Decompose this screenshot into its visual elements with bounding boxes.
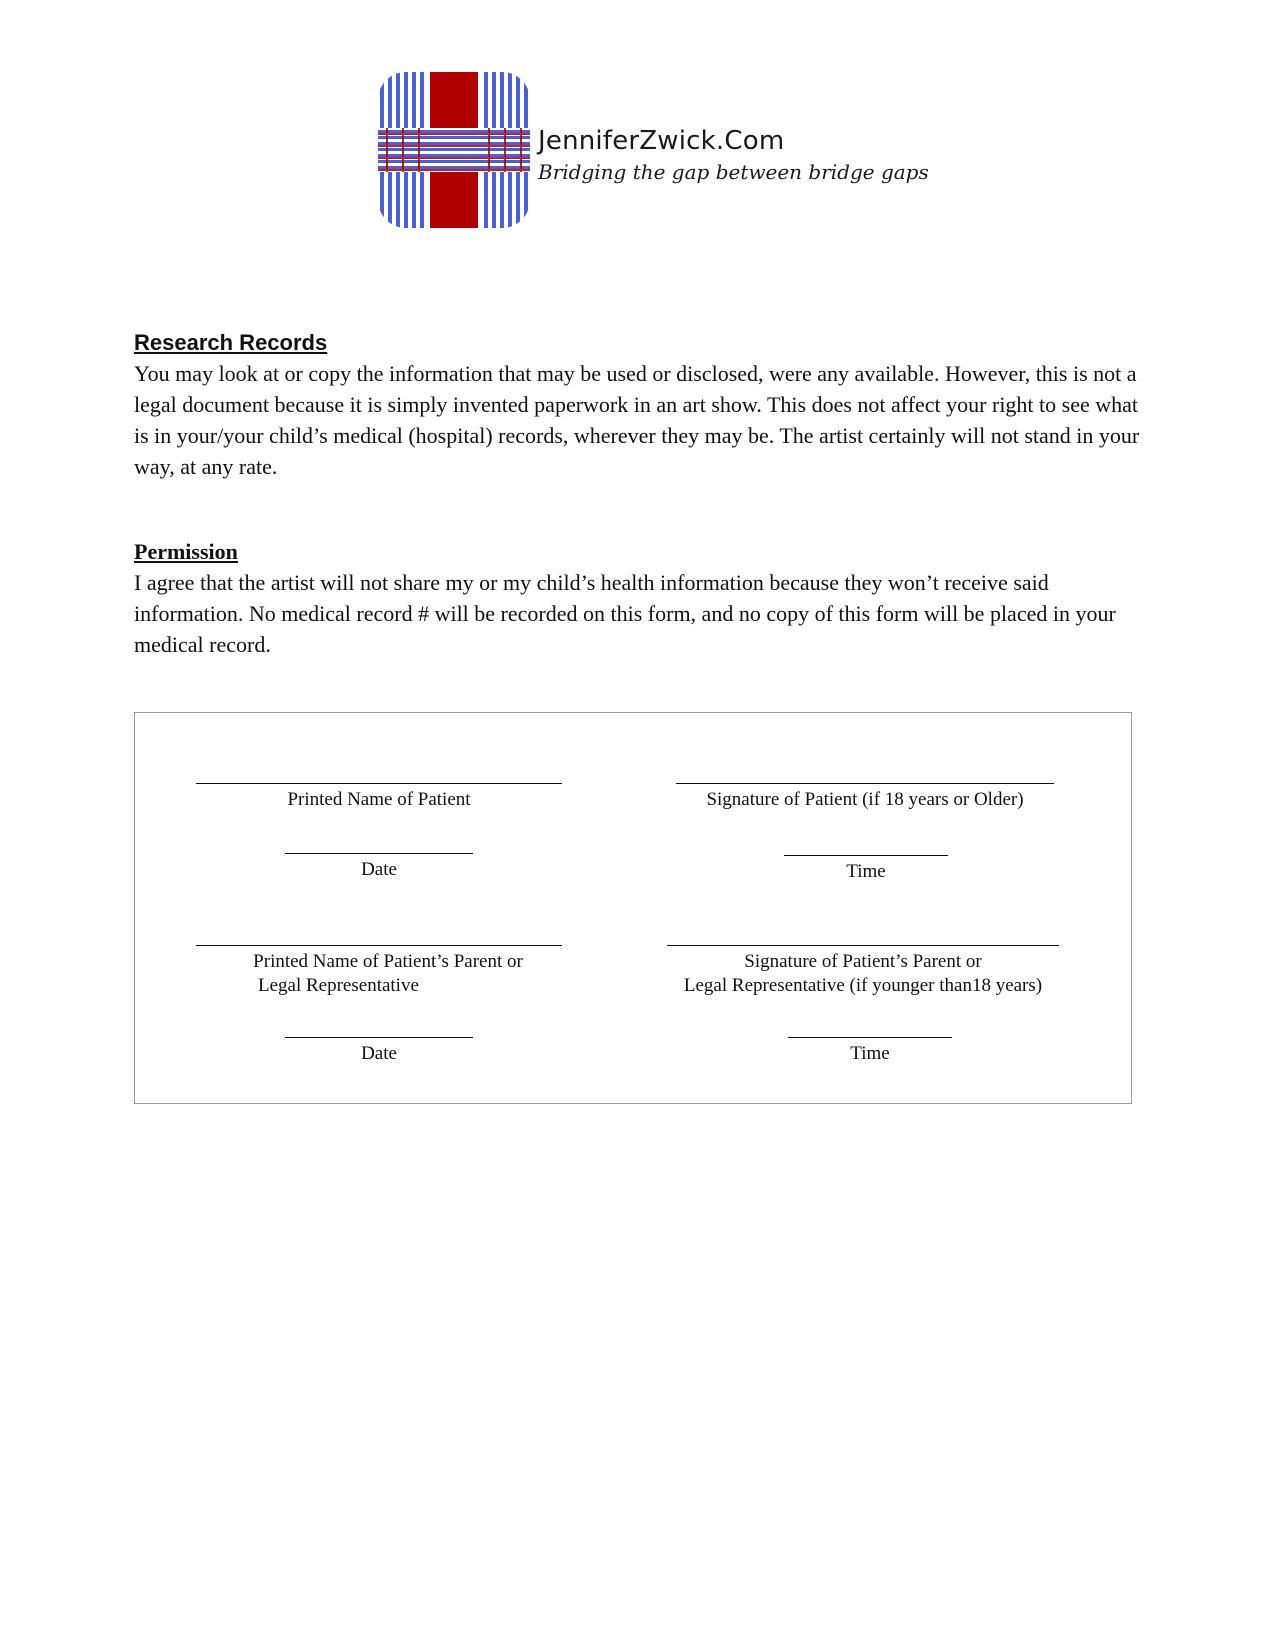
signature-box — [134, 712, 1132, 1104]
patient-signature-field[interactable] — [675, 783, 1055, 812]
research-records-body: You may look at or copy the information that may be used or disclosed, were any available. However, this is not a legal document because it is simply invented paperwork in an art show. This does not affect your right to see what is in your/your child’s medical (hospital) records, wherever they may be. The artist certainly will not stand in your way, at any rate. — [134, 361, 1140, 479]
date-label-2: Date — [361, 1043, 397, 1064]
date-label-1: Date — [361, 859, 397, 880]
time-line-1[interactable] — [784, 855, 948, 856]
permission-section — [134, 537, 1144, 660]
medical-cross-plaid-logo-icon — [378, 72, 530, 228]
parent-name-label-line2: Legal Representative — [258, 975, 419, 996]
parent-signature-label-line2: Legal Representative (if younger than18 years) — [683, 975, 1043, 996]
time-field-1[interactable] — [783, 855, 949, 884]
patient-signature-line[interactable] — [676, 783, 1054, 784]
parent-name-line[interactable] — [196, 945, 562, 946]
patient-name-field[interactable] — [196, 783, 562, 812]
brand-tagline: Bridging the gap between bridge gaps — [538, 160, 929, 184]
permission-body: I agree that the artist will not share my or my child’s health information because they won’t receive said information. No medical record # will be recorded on this form, and no copy of this form will be placed in your medical record. — [134, 570, 1116, 657]
permission-heading: Permission — [134, 539, 238, 564]
parent-name-field[interactable] — [196, 945, 562, 998]
patient-name-label: Printed Name of Patient — [287, 789, 471, 810]
patient-name-line[interactable] — [196, 783, 562, 784]
time-field-2[interactable] — [787, 1037, 953, 1066]
patient-signature-label: Signature of Patient (if 18 years or Older) — [706, 789, 1024, 810]
parent-signature-line[interactable] — [667, 945, 1059, 946]
time-label-1: Time — [846, 861, 886, 882]
brand-name: JenniferZwick.Com — [538, 126, 785, 156]
site-logo — [378, 72, 929, 232]
time-label-2: Time — [850, 1043, 890, 1064]
research-records-section — [134, 328, 1144, 482]
date-field-2[interactable] — [284, 1037, 474, 1066]
parent-signature-label-line1: Signature of Patient’s Parent or — [744, 951, 982, 972]
parent-name-label-line1: Printed Name of Patient’s Parent or — [253, 951, 523, 972]
parent-signature-field[interactable] — [663, 945, 1063, 998]
time-line-2[interactable] — [788, 1037, 952, 1038]
date-field-1[interactable] — [284, 853, 474, 882]
date-line-1[interactable] — [285, 853, 473, 854]
research-records-heading: Research Records — [134, 330, 328, 355]
date-line-2[interactable] — [285, 1037, 473, 1038]
